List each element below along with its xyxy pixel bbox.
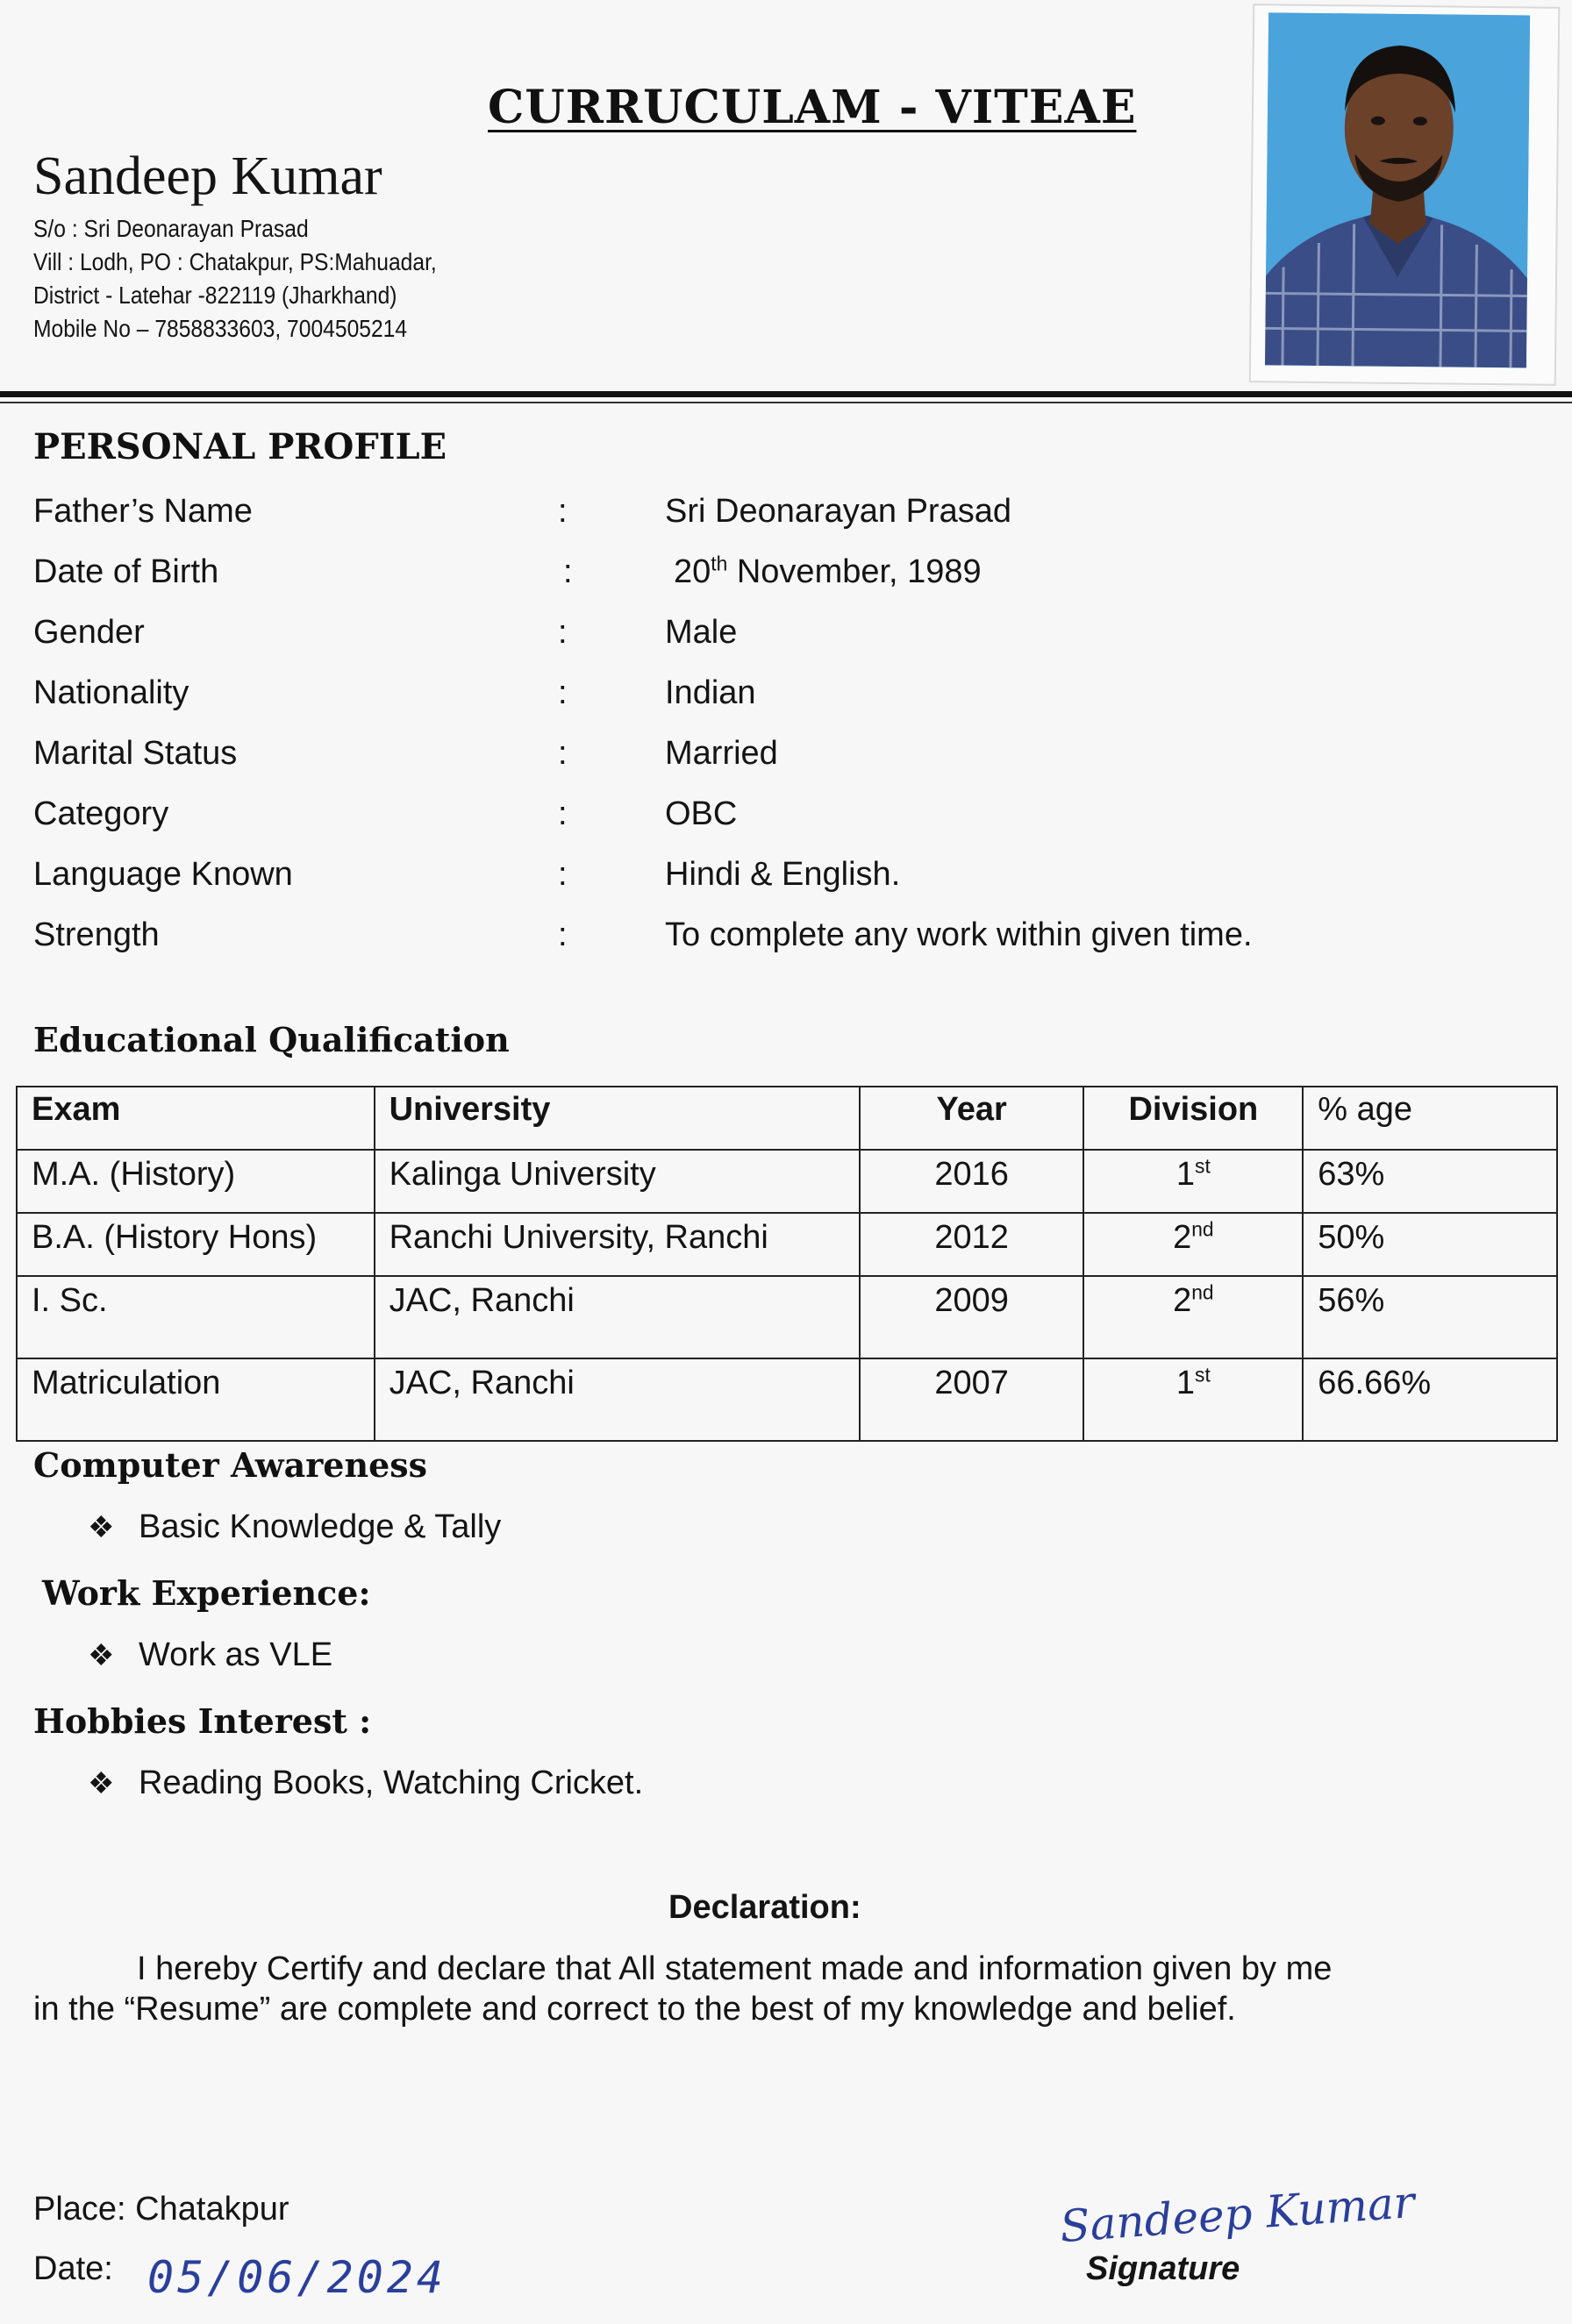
passport-photo-frame: [1251, 5, 1558, 384]
profile-value: To complete any work within given time.: [665, 916, 1253, 953]
diamond-bullet-icon: ❖: [88, 1639, 115, 1672]
document-title: CURRUCULAM - VITEAE: [488, 81, 1137, 134]
profile-label: Category: [33, 795, 169, 832]
personal-profile-heading: PERSONAL PROFILE: [33, 426, 447, 467]
cell-year: 2007: [860, 1358, 1084, 1441]
cell-exam: M.A. (History): [17, 1150, 375, 1213]
cell-university: JAC, Ranchi: [375, 1276, 860, 1358]
profile-row-strength: [33, 916, 1525, 969]
profile-label: Nationality: [33, 674, 189, 711]
cell-exam: Matriculation: [17, 1358, 375, 1441]
education-table-header: [17, 1087, 1557, 1150]
table-row: [17, 1213, 1557, 1276]
cell-percentage: 63%: [1303, 1150, 1557, 1213]
signature-label: Signature: [1086, 2250, 1240, 2287]
cell-university: Kalinga University: [375, 1150, 860, 1213]
profile-row-marital-status: [33, 735, 1525, 788]
profile-row-date-of-birth: [33, 553, 1525, 606]
cell-year: 2016: [860, 1150, 1084, 1213]
column-header-division: Division: [1083, 1087, 1303, 1150]
profile-separator: :: [558, 614, 568, 651]
mobile-line: Mobile No – 7858833603, 7004505214: [33, 315, 408, 342]
address-line: S/o : Sri Deonarayan Prasad: [33, 215, 309, 242]
handwritten-signature: Sandeep Kumar: [1058, 2176, 1417, 2253]
profile-value: 20th November, 1989: [674, 552, 982, 590]
list-item-text: Reading Books, Watching Cricket.: [139, 1764, 644, 1801]
header-divider: [0, 391, 1572, 397]
cell-percentage: 50%: [1303, 1213, 1557, 1276]
column-header-exam: Exam: [17, 1087, 375, 1150]
list-item-text: Work as VLE: [139, 1636, 333, 1673]
declaration-heading: Declaration:: [668, 1889, 861, 1926]
table-row: [17, 1358, 1557, 1441]
cell-exam: I. Sc.: [17, 1276, 375, 1358]
profile-value: Hindi & English.: [665, 856, 901, 893]
list-item: [88, 1508, 501, 1546]
profile-row-fathers-name: [33, 493, 1525, 545]
candidate-name: Sandeep Kumar: [33, 146, 382, 206]
work-experience-heading: Work Experience:: [42, 1573, 371, 1613]
passport-photo: [1265, 12, 1530, 367]
address-line: District - Latehar -822119 (Jharkhand): [33, 282, 397, 309]
list-item-text: Basic Knowledge & Tally: [139, 1508, 502, 1545]
profile-separator: :: [558, 916, 568, 953]
handwritten-date: 05/06/2024: [147, 2252, 447, 2303]
cell-division: 1st: [1083, 1358, 1303, 1441]
address-block: [33, 212, 437, 346]
profile-row-language-known: [33, 856, 1525, 909]
table-row: [17, 1150, 1557, 1213]
profile-label: Language Known: [33, 856, 293, 893]
column-header-university: University: [375, 1087, 860, 1150]
cell-division: 2nd: [1083, 1213, 1303, 1276]
cell-division: 2nd: [1083, 1276, 1303, 1358]
education-table: [16, 1086, 1558, 1442]
profile-separator: :: [558, 674, 568, 711]
cell-division: 1st: [1083, 1150, 1303, 1213]
declaration-line: in the “Resume” are complete and correct to the best of my knowledge and belief.: [33, 1991, 1236, 2028]
table-row: [17, 1276, 1557, 1358]
cell-university: Ranchi University, Ranchi: [375, 1213, 860, 1276]
header-divider-thin: [0, 402, 1572, 403]
cell-percentage: 56%: [1303, 1276, 1557, 1358]
list-item: [88, 1764, 643, 1802]
profile-value: Male: [665, 614, 738, 651]
column-header-year: Year: [860, 1087, 1084, 1150]
diamond-bullet-icon: ❖: [88, 1511, 115, 1544]
profile-label: Marital Status: [33, 735, 238, 772]
computer-awareness-heading: Computer Awareness: [33, 1445, 428, 1485]
cell-exam: B.A. (History Hons): [17, 1213, 375, 1276]
cell-percentage: 66.66%: [1303, 1358, 1557, 1441]
profile-row-nationality: [33, 674, 1525, 727]
declaration-line: I hereby Certify and declare that All statement made and information given by me: [137, 1950, 1333, 1987]
profile-separator: :: [563, 553, 573, 590]
profile-row-gender: [33, 614, 1525, 667]
profile-label: Strength: [33, 916, 160, 953]
profile-value: Married: [665, 735, 778, 772]
profile-label: Date of Birth: [33, 553, 219, 590]
profile-value: Indian: [665, 674, 756, 711]
profile-value: OBC: [665, 795, 738, 832]
education-heading: Educational Qualification: [33, 1020, 510, 1059]
diamond-bullet-icon: ❖: [88, 1767, 115, 1800]
profile-separator: :: [558, 493, 568, 530]
profile-separator: :: [558, 795, 568, 832]
profile-label: Father’s Name: [33, 493, 253, 530]
profile-separator: :: [558, 735, 568, 772]
profile-separator: :: [558, 856, 568, 893]
column-header-percentage: % age: [1303, 1087, 1557, 1150]
cell-year: 2012: [860, 1213, 1084, 1276]
cell-university: JAC, Ranchi: [375, 1358, 860, 1441]
list-item: [88, 1636, 332, 1674]
profile-value: Sri Deonarayan Prasad: [665, 493, 1011, 530]
cell-year: 2009: [860, 1276, 1084, 1358]
place-field: Place: Chatakpur: [33, 2191, 289, 2228]
hobbies-heading: Hobbies Interest :: [33, 1701, 372, 1741]
date-label: Date:: [33, 2250, 113, 2287]
declaration-text: [33, 1949, 1490, 2029]
person-photo-icon: [1265, 12, 1530, 367]
address-line: Vill : Lodh, PO : Chatakpur, PS:Mahuadar,: [33, 248, 437, 275]
profile-label: Gender: [33, 614, 145, 651]
profile-row-category: [33, 795, 1525, 848]
